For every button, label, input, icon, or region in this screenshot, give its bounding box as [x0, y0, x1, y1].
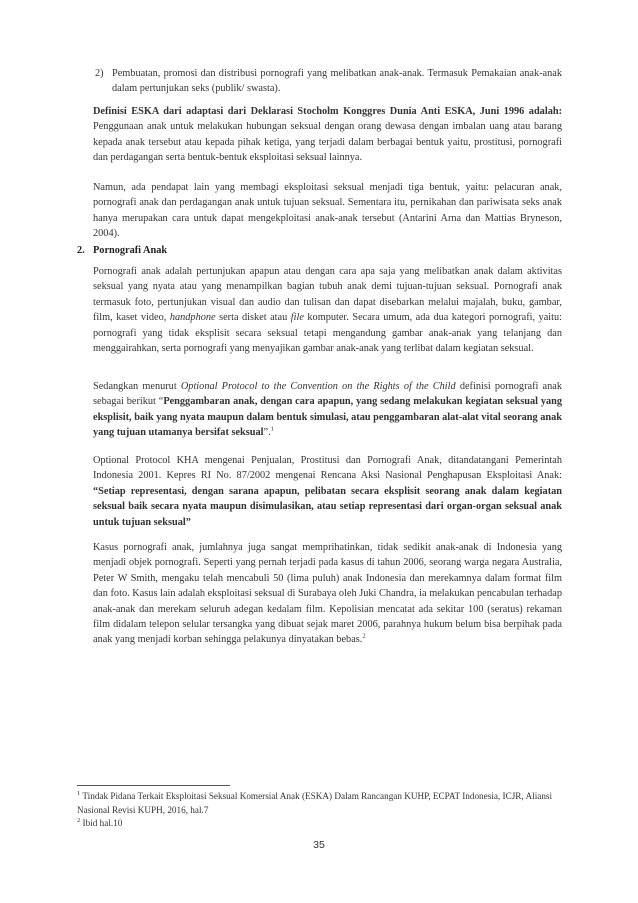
list-item-text: Pembuatan, promosi dan distribusi pornografi yang melibatkan anak-anak. Termasuk Pemakaian anak-anak dalam pertunjukan seks (publik/ swasta). — [112, 68, 562, 95]
footnote-1 — [77, 790, 562, 817]
paragraph-namun: Namun, ada pendapat lain yang membagi eksploitasi seksual menjadi tiga bentuk, yaitu: pelacuran anak, pornografi anak dan perdagangan anak untuk tujuan seksual. Sementara itu, pernikahan dan pariwisata seks anak hanya merupakan cara untuk dapat mengekploitasi anak-anak tersebut (Antarini Arna dan Mattias Bryneson, 2004). — [93, 182, 562, 240]
footnote-marker: 2 — [77, 816, 81, 824]
paragraph-pornografi-anak — [93, 264, 562, 356]
paragraph-kha — [93, 453, 562, 530]
italic-term-handphone: handphone — [169, 312, 216, 324]
text-span: ”. — [263, 427, 271, 439]
footnote-marker: 1 — [77, 789, 81, 797]
footnote-2 — [77, 817, 562, 831]
eska-definition-paragraph — [93, 104, 562, 166]
bold-kepres-quote: “Setiap representasi, dengan sarana apapun, pelibatan secara eksplisit seorang anak dalam kegiatan seksual baik secara nyata maupun disimulasikan, atau setiap representasi dari organ-organ seksual anak untuk tujuan seksual” — [93, 485, 562, 528]
footnote-ref-1[interactable]: 1 — [270, 425, 274, 433]
text-span: serta disket atau — [215, 312, 291, 324]
text-span: Sedangkan menurut — [93, 381, 181, 392]
footnotes — [77, 790, 562, 831]
text-span: definisi pornografi anak sebagai berikut “ — [93, 381, 562, 408]
bold-definition-quote: Penggambaran anak, dengan cara apapun, yang sedang melakukan kegiatan seksual yang eksplisit, baik yang nyata maupun dalam bentuk simulasi, atau penggambaran alat-alat vital seorang anak yang tujuan utamanya bersifat seksual — [93, 396, 562, 439]
paragraph-kasus — [93, 540, 562, 648]
italic-term-file: file — [290, 312, 304, 324]
list-item-2 — [95, 66, 562, 97]
list-item-number: 2) — [95, 68, 104, 79]
footnote-text: Tindak Pidana Terkait Eksploitasi Seksual Komersial Anak (ESKA) Dalam Rancangan KUHP, ECPAT Indonesia, ICJR, Aliansi Nasional Revisi KUPH, 2016, hal.7 — [77, 791, 553, 815]
text-span: Optional Protocol KHA mengenai Penjualan, Prostitusi dan Pornografi Anak, ditandatangani Pemerintah Indonesia 2001. Kepres RI No. 87/2002 mengenai Rencana Aksi Nasional Penghapusan Eksploitasi Anak: — [93, 455, 562, 482]
section-title: Pornografi Anak — [93, 245, 168, 256]
eska-definition-heading: Definisi ESKA dari adaptasi dari Deklarasi Stocholm Konggres Dunia Anti ESKA, Juni 1996 adalah: — [93, 106, 562, 117]
text-span: komputer. Secara umum, ada dua kategori pornografi, yaitu: pornografi yang tidak eksplisit secara seksual tetapi mengandung gambar anak-anak yang telanjang dan menggairahkan, serta pornografi yang menyajikan gambar anak-anak yang terlibat dalam kegiatan seksual. — [93, 312, 563, 355]
paragraph-optional-protocol — [93, 379, 562, 441]
page-number: 35 — [313, 839, 325, 851]
section-heading — [77, 243, 167, 258]
eska-definition-text: Penggunaan anak untuk melakukan hubungan seksual dengan orang dewasa dengan imbalan uang atau barang kepada anak tersebut atau kepada pihak ketiga, yang terjadi dalam berbagai bentuk yaitu, prostitusi, pornografi dan perdagangan serta bentuk-bentuk eksploitasi seksual lainnya. — [93, 121, 562, 164]
text-span: Kasus pornografi anak, jumlahnya juga sangat memprihatinkan, tidak sedikit anak-anak di Indonesia yang menjadi objek pornografi. Seperti yang pernah terjadi pada kasus di tahun 2006, seorang warga negara Australia, Peter W Smith, mengaku telah mencabuli 50 (lima puluh) anak Indonesia dan merekamnya dalam format film dan foto. Kasus lain adalah eksploitasi seksual di Surabaya oleh Juki Chandra, ia melakukan pencabulan terhadap anak-anak dan merekam seluruh adegan kedalam film. Kepolisian mencatat ada sekitar 100 (seratus) rekaman film didalam telepon selular tersangka yang dibuat sejak maret 2006, parahnya hukum belum bisa berpihak pada anak yang menjadi korban sehingga pelakunya dinyatakan bebas. — [93, 542, 562, 646]
footnote-ref-2[interactable]: 2 — [362, 633, 366, 641]
footnote-separator — [77, 785, 230, 786]
section-number: 2. — [77, 245, 85, 256]
text-span: Pornografi anak adalah pertunjukan apapun atau dengan cara apa saja yang melibatkan anak dalam aktivitas seksual yang nyata atau yang menampilkan bagian tubuh anak demi tujuan-tujuan seksual. Pornografi anak termasuk foto, pertunjukan visual dan audio dan tulisan dan dapat disebarkan melalui majalah, buku, gambar, film, kaset video, — [93, 266, 562, 324]
italic-protocol-title: Optional Protocol to the Convention on the Rights of the Child — [180, 381, 456, 392]
footnote-text: Ibid hal.10 — [80, 818, 123, 828]
